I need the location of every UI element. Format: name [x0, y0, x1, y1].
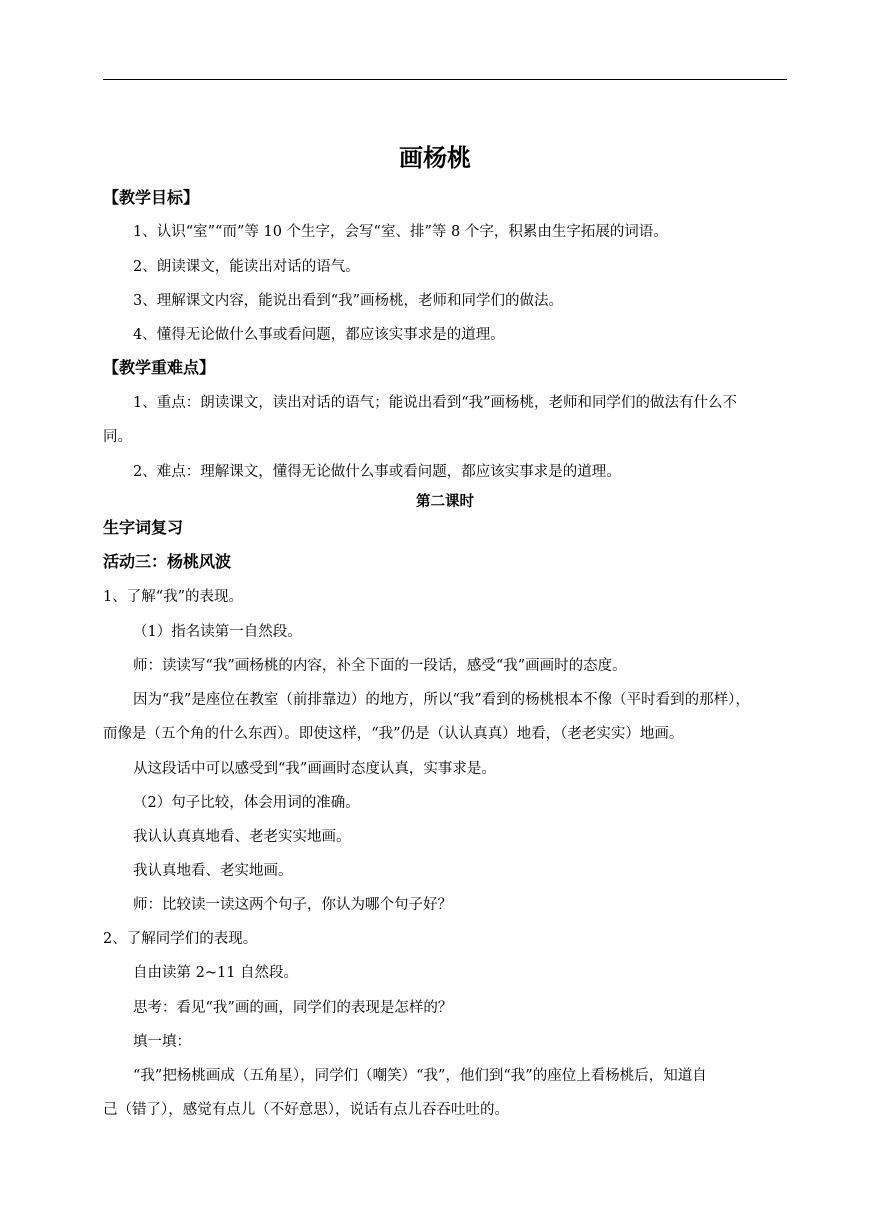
lesson-label: 第二课时: [416, 494, 474, 510]
teacher-prompt: 师：读读写“我”画杨桃的内容，补全下面的一段话，感受“我”画画时的态度。: [133, 658, 627, 674]
header-rule: [103, 79, 787, 80]
part1-title: 1、了解“我”的表现。: [103, 589, 244, 605]
review-heading: 生字词复习: [103, 518, 184, 537]
keypoint-item: 1、重点：朗读课文，读出对话的语气；能说出看到“我”画杨桃，老师和同学们的做法有什么不: [133, 395, 738, 411]
part2-read: 自由读第 2~11 自然段。: [133, 965, 299, 981]
teacher-prompt: 师：比较读一读这两个句子，你认为哪个句子好？: [133, 897, 452, 913]
paragraph-line: 因为“我”是座位在教室（前排靠边）的地方，所以“我”看到的杨桃根本不像（平时看到的那样），: [133, 692, 750, 708]
part2-title: 2、了解同学们的表现。: [103, 931, 258, 947]
example-sentence: 我认认真真地看、老老实实地画。: [133, 829, 351, 845]
activity-heading: 活动三：杨桃风波: [103, 552, 232, 571]
objective-item: 1、认识“室”“而”等 10 个生字，会写“室、排”等 8 个字，积累由生字拓展的词语。: [133, 224, 668, 240]
part1-sub1: （1）指名读第一自然段。: [133, 624, 302, 640]
paragraph-line: 而像是（五个角的什么东西）。即使这样，“我”仍是（认认真真）地看，（老老实实）地画。: [103, 726, 684, 742]
conclusion-text: 从这段话中可以感受到“我”画画时态度认真，实事求是。: [133, 761, 496, 777]
keypoint-item: 2、难点：理解课文，懂得无论做什么事或看问题，都应该实事求是的道理。: [133, 464, 621, 480]
page-title: 画杨桃: [399, 144, 471, 172]
part1-sub2: （2）句子比较，体会用词的准确。: [133, 795, 360, 811]
objective-item: 2、朗读课文，能读出对话的语气。: [133, 259, 360, 275]
part2-fill: 填一填：: [133, 1034, 191, 1050]
objective-item: 3、理解课文内容，能说出看到“我”画杨桃，老师和同学们的做法。: [133, 293, 564, 309]
objective-item: 4、懂得无论做什么事或看问题，都应该实事求是的道理。: [133, 327, 505, 343]
part2-think: 思考：看见“我”画的画，同学们的表现是怎样的？: [133, 1000, 453, 1016]
section-heading-objectives: 【教学目标】: [103, 188, 200, 207]
keypoint-item-continuation: 同。: [103, 429, 132, 445]
answer-line: 己（错了），感觉有点儿（不好意思），说话有点儿吞吞吐吐的。: [103, 1102, 509, 1118]
example-sentence: 我认真地看、老实地画。: [133, 863, 293, 879]
section-heading-keypoints: 【教学重难点】: [103, 358, 216, 377]
answer-line: “我”把杨桃画成（五角星），同学们（嘲笑）“我”，他们到“我”的座位上看杨桃后，知道自: [133, 1068, 707, 1084]
